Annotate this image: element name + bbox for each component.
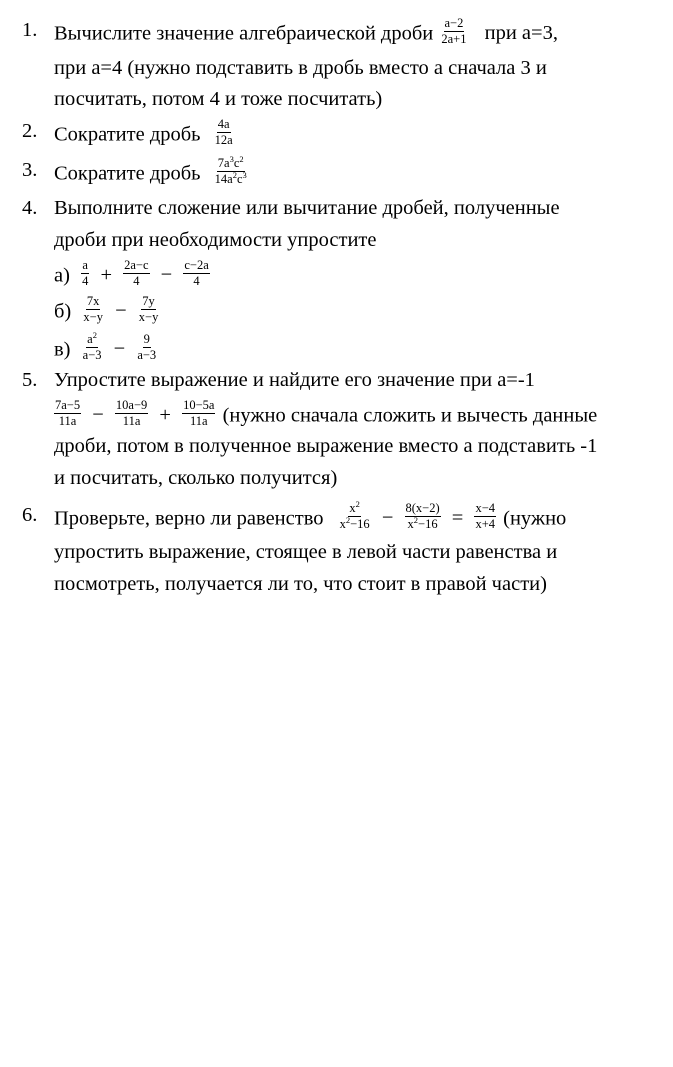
item-6-text: Проверьте, верно ли равенство bbox=[54, 507, 324, 530]
item-number: 2. bbox=[22, 120, 38, 142]
item-3-text: Сократите дробь bbox=[54, 162, 201, 185]
item-1-line-2: при а=4 (нужно подставить в дробь вместо а сначала 3 и bbox=[54, 57, 547, 79]
item-4-line-1: Выполните сложение или вычитание дробей, полученные bbox=[54, 197, 560, 219]
fraction bbox=[214, 154, 248, 187]
numerator: 4a bbox=[217, 118, 231, 133]
item-1-line-1 bbox=[54, 16, 558, 49]
item-6-line-3: посмотреть, получается ли то, что стоит в правой части) bbox=[54, 573, 547, 595]
item-2-line-1 bbox=[54, 117, 236, 150]
fraction: $\frac{x^2}{x^2-16}$ bbox=[339, 499, 370, 532]
minus-operator: − bbox=[381, 507, 394, 530]
item-number: 1. bbox=[22, 19, 38, 41]
item-number: 5. bbox=[22, 369, 38, 391]
item-5-tail: (нужно сначала сложить и вычесть данные bbox=[222, 404, 598, 427]
denominator: 2a+1 bbox=[441, 32, 467, 47]
numerator: a−2 bbox=[444, 17, 465, 32]
numerator: $7a^3c^2$ bbox=[217, 157, 245, 172]
item-6-line-2: упростить выражение, стоящее в левой части равенства и bbox=[54, 541, 558, 563]
item-5-line-1: Упростите выражение и найдите его значение при а=-1 bbox=[54, 369, 535, 391]
minus-operator: − bbox=[92, 404, 104, 427]
fraction: $\frac{2a-c}{4}$ bbox=[124, 258, 149, 289]
fraction: $\frac{10-5a}{11a}$ bbox=[183, 398, 215, 429]
item-4-sub-b bbox=[54, 294, 161, 327]
item-6-line-1 bbox=[54, 499, 567, 534]
item-4-sub-c bbox=[54, 330, 159, 365]
item-5-line-2 bbox=[54, 398, 598, 431]
item-3-line-1 bbox=[54, 154, 250, 189]
item-number: 3. bbox=[22, 159, 38, 181]
item-1-text: Вычислите значение алгебраической дроби bbox=[54, 22, 434, 45]
fraction: $\frac{x-4}{x+4}$ bbox=[475, 501, 495, 532]
sub-label: б) bbox=[54, 300, 72, 323]
fraction: $\frac{8(x-2)}{x^2-16}$ bbox=[405, 501, 440, 532]
fraction bbox=[440, 17, 467, 46]
item-number: 6. bbox=[22, 504, 38, 526]
minus-operator: − bbox=[115, 300, 127, 323]
item-5-line-4: и посчитать, сколько получится) bbox=[54, 467, 338, 489]
denominator: $14a^2c^3$ bbox=[214, 170, 247, 187]
item-4-line-2: дроби при необходимости упростите bbox=[54, 229, 377, 251]
item-4-sub-a bbox=[54, 258, 212, 291]
fraction: $\frac{7y}{x-y}$ bbox=[138, 294, 159, 325]
fraction: $\frac{10a-9}{11a}$ bbox=[115, 398, 148, 429]
item-number: 4. bbox=[22, 197, 38, 219]
minus-operator: − bbox=[113, 338, 126, 361]
sub-label: в) bbox=[54, 338, 71, 361]
item-2-text: Сократите дробь bbox=[54, 123, 201, 146]
item-6-tail: (нужно bbox=[503, 507, 567, 530]
item-5-line-3: дроби, потом в полученное выражение вместо а подставить -1 bbox=[54, 435, 598, 457]
item-1-line-3: посчитать, потом 4 и тоже посчитать) bbox=[54, 88, 383, 110]
denominator: 12a bbox=[214, 133, 233, 148]
fraction: $\frac{7x}{x-y}$ bbox=[83, 294, 103, 325]
plus-operator: + bbox=[100, 264, 112, 287]
fraction: $\frac{a^2}{a-3}$ bbox=[82, 330, 102, 363]
sub-label: а) bbox=[54, 264, 70, 287]
equals-operator: = bbox=[451, 507, 464, 530]
fraction: $\frac{7a-5}{11a}$ bbox=[55, 398, 81, 429]
item-1-tail: при а=3, bbox=[484, 22, 558, 45]
plus-operator: + bbox=[159, 404, 171, 427]
fraction: $\frac{c-2a}{4}$ bbox=[184, 258, 209, 289]
fraction: $\frac{a}{4}$ bbox=[82, 258, 89, 289]
fraction bbox=[214, 118, 234, 147]
minus-operator: − bbox=[160, 264, 173, 287]
fraction: $\frac{9}{a-3}$ bbox=[137, 332, 157, 363]
